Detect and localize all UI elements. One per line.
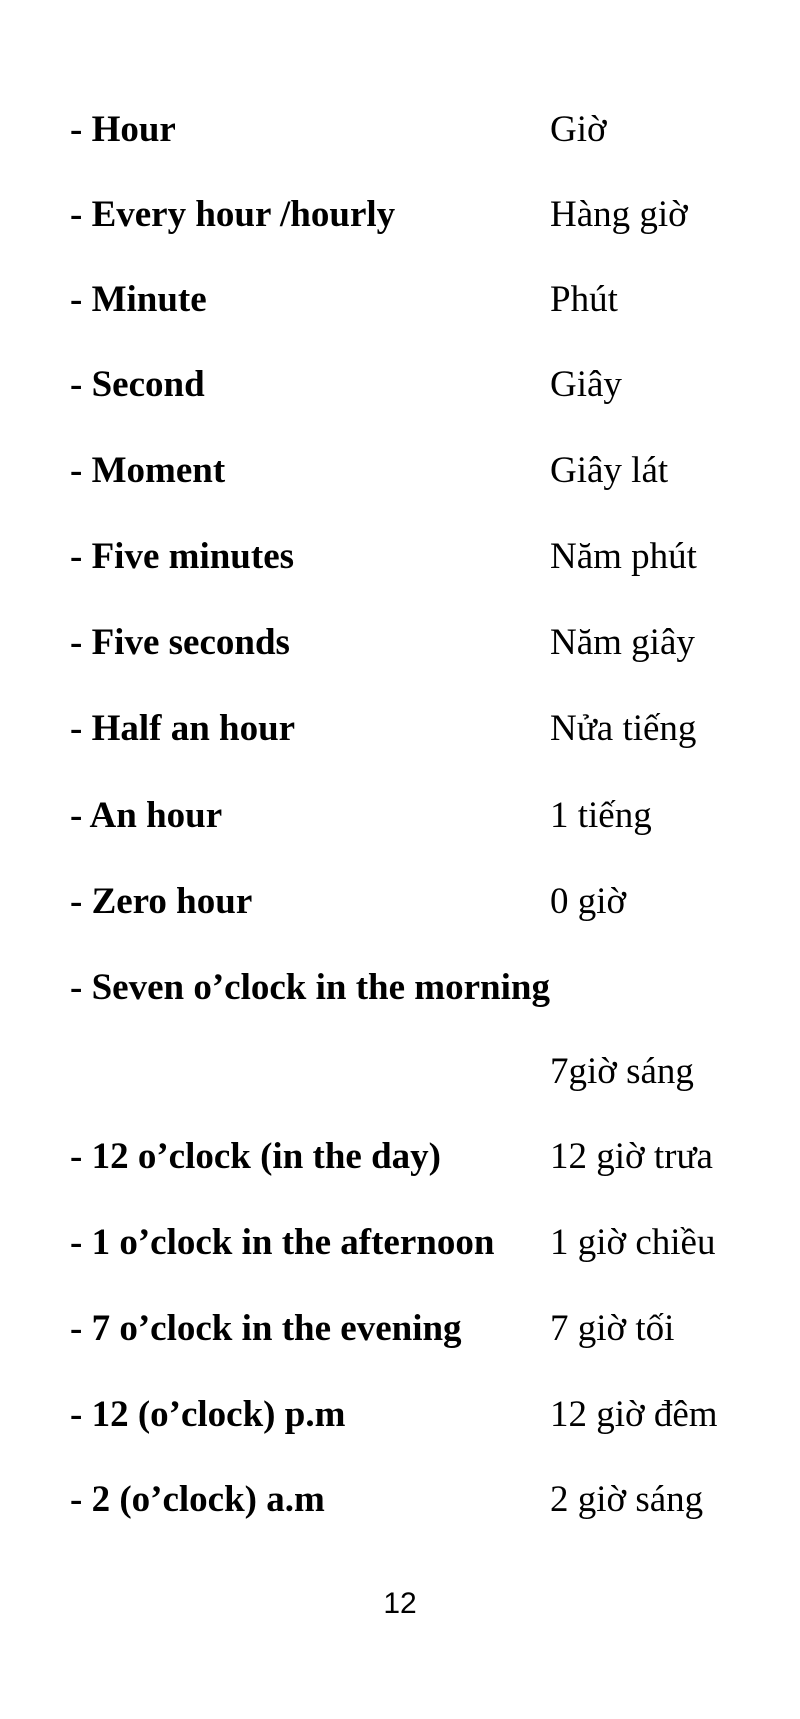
- vocab-entry: [70, 872, 770, 932]
- english-term: - Moment: [70, 450, 226, 491]
- vocab-entry: [70, 1213, 770, 1273]
- page-number: 12: [383, 1587, 417, 1620]
- english-term: - 2 (o’clock) a.m: [70, 1479, 325, 1520]
- vietnamese-meaning: 1 tiếng: [550, 795, 652, 836]
- english-term: - 12 o’clock (in the day): [70, 1136, 441, 1177]
- english-term: - Seven o’clock in the morning: [70, 967, 550, 1008]
- vietnamese-meaning: Giây: [550, 364, 622, 405]
- vocab-entry: [70, 786, 770, 846]
- vietnamese-meaning: 2 giờ sáng: [550, 1479, 704, 1520]
- vocab-entry: [70, 1470, 770, 1530]
- english-term: - Half an hour: [70, 708, 296, 749]
- vocab-entry: [70, 527, 770, 587]
- vietnamese-meaning: Giây lát: [550, 450, 669, 491]
- vocab-entry: [70, 100, 770, 160]
- vietnamese-meaning: Nửa tiếng: [550, 708, 697, 749]
- vietnamese-meaning: 12 giờ trưa: [550, 1136, 713, 1177]
- vocab-entry: [70, 1385, 770, 1445]
- english-term: - 1 o’clock in the afternoon: [70, 1222, 495, 1263]
- vietnamese-meaning: Phút: [550, 279, 618, 320]
- vietnamese-meaning: Năm giây: [550, 622, 695, 663]
- vietnamese-meaning: 12 giờ đêm: [550, 1394, 718, 1435]
- vietnamese-meaning: 7giờ sáng: [550, 1051, 694, 1092]
- english-term: - 12 (o’clock) p.m: [70, 1394, 346, 1435]
- vietnamese-meaning: 0 giờ: [550, 881, 627, 922]
- vocab-entry: [70, 185, 770, 245]
- vocab-entry: [70, 1299, 770, 1359]
- english-term: - Five minutes: [70, 536, 295, 577]
- vocab-entry: [70, 1127, 770, 1187]
- english-term: - 7 o’clock in the evening: [70, 1308, 462, 1349]
- vocab-entry: [70, 1042, 770, 1102]
- vocab-entry: [70, 699, 770, 759]
- english-term: - An hour: [70, 795, 223, 836]
- vocab-entry: [70, 613, 770, 673]
- english-term: - Second: [70, 364, 205, 405]
- english-term: - Hour: [70, 109, 176, 150]
- vocab-entry: [70, 958, 770, 1018]
- vocab-entry: [70, 355, 770, 415]
- vocab-entry: [70, 270, 770, 330]
- vietnamese-meaning: Giờ: [550, 109, 607, 150]
- vietnamese-meaning: Hàng giờ: [550, 194, 688, 235]
- english-term: - Five seconds: [70, 622, 290, 663]
- vietnamese-meaning: 1 giờ chiều: [550, 1222, 716, 1263]
- english-term: - Zero hour: [70, 881, 253, 922]
- english-term: - Minute: [70, 279, 207, 320]
- vocab-entry: [70, 441, 770, 501]
- vietnamese-meaning: Năm phút: [550, 536, 697, 577]
- vietnamese-meaning: 7 giờ tối: [550, 1308, 675, 1349]
- english-term: - Every hour /hourly: [70, 194, 396, 235]
